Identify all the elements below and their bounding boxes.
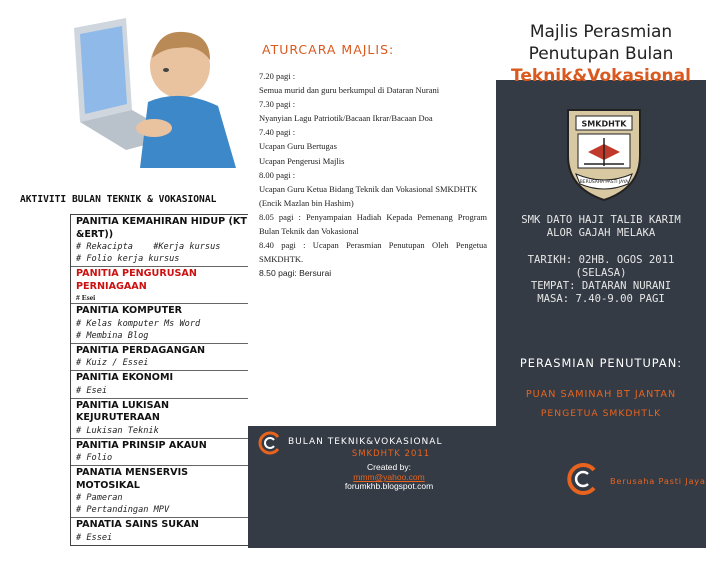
activity-group bbox=[71, 215, 257, 267]
activity-item: # Lukisan Teknik bbox=[76, 425, 159, 436]
opening-label: PERASMIAN PENUTUPAN: bbox=[519, 356, 683, 370]
agenda-line: 7.40 pagi : bbox=[259, 127, 296, 138]
crest-text: SMKDHTK bbox=[581, 119, 627, 129]
activity-heading: PANITIA PERDAGANGAN bbox=[76, 344, 206, 356]
agenda-line: Nyanyian Lagu Patriotik/Bacaan Ikrar/Bacaan Doa bbox=[259, 113, 433, 124]
agenda-title: ATURCARA MAJLIS: bbox=[262, 42, 395, 57]
activity-item: # Pertandingan MPV bbox=[76, 505, 170, 515]
activities-title: AKTIVITI BULAN TEKNIK & VOKASIONAL bbox=[20, 194, 217, 205]
event-venue: TEMPAT: DATARAN NURANI bbox=[530, 280, 672, 292]
activity-item: # Membina Blog bbox=[76, 330, 149, 341]
agenda-line: 8.40 pagi : Ucapan Perasmian Penutupan Oleh Pengetua SMKDHTK. bbox=[259, 240, 487, 265]
activity-heading: PANITIA LUKISAN KEJURUTERAAN bbox=[76, 399, 169, 423]
event-title-highlight: Teknik&Vokasional bbox=[511, 66, 691, 86]
event-title: Majlis Perasmian bbox=[529, 22, 673, 42]
school-location: ALOR GAJAH MELAKA bbox=[546, 227, 656, 239]
agenda-line: Ucapan Pengerusi Majlis bbox=[259, 155, 345, 166]
activity-item: # Pameran bbox=[76, 493, 123, 503]
event-date: TARIKH: 02HB. OGOS 2011 bbox=[527, 254, 675, 266]
activity-item bbox=[76, 241, 252, 253]
child-laptop-photo bbox=[68, 18, 248, 168]
activity-group bbox=[71, 439, 257, 467]
school-crest-logo bbox=[554, 104, 654, 204]
activity-item: # Kuiz / Essei bbox=[76, 358, 149, 368]
agenda-list bbox=[259, 69, 487, 280]
activity-heading: PANATIA SAINS SUKAN bbox=[76, 519, 199, 530]
activities-panel bbox=[20, 18, 248, 548]
activity-group bbox=[71, 371, 257, 399]
footer-blog: forumkhb.blogspot.com bbox=[344, 481, 434, 491]
activity-item: #Kerja kursus bbox=[153, 242, 221, 252]
activity-heading: PANITIA PRINSIP AKAUN bbox=[76, 439, 207, 451]
agenda-line: (Encik Mazlan bin Hashim) bbox=[259, 197, 354, 208]
activity-item: # Folio kerja kursus bbox=[76, 254, 180, 264]
agenda-line: Ucapan Guru Bertugas bbox=[259, 141, 337, 152]
agenda-line: 7.30 pagi : bbox=[259, 99, 296, 110]
activity-heading: PANITIA KOMPUTER bbox=[76, 305, 183, 316]
opener-name: PUAN SAMINAH BT JANTAN bbox=[525, 389, 677, 400]
swirl-logo-icon bbox=[566, 462, 600, 496]
activity-heading: PANATIA MENSERVIS MOTOSIKAL bbox=[76, 467, 189, 491]
agenda-line: Ucapan Guru Ketua Bidang Teknik dan Vokasional SMKDHTK bbox=[259, 183, 478, 194]
agenda-line: 8.00 pagi : bbox=[259, 169, 296, 180]
school-name-line: SMK DATO HAJI TALIB KARIM bbox=[521, 214, 681, 226]
footer-title: BULAN TEKNIK&VOKASIONAL bbox=[288, 437, 443, 447]
opener-role: PENGETUA SMKDHTLK bbox=[540, 408, 662, 419]
event-time: MASA: 7.40-9.00 PAGI bbox=[537, 293, 665, 305]
activity-heading: PANITIA KEMAHIRAN HIDUP (KT &ERT)) bbox=[76, 216, 247, 240]
activity-item: # Essei bbox=[76, 532, 113, 543]
agenda-line: 8.05 pagi : Penyampaian Hadiah Kepada Pemenang Program Bulan Teknik dan Vokasional bbox=[259, 211, 487, 237]
activity-group bbox=[71, 518, 257, 545]
school-name bbox=[496, 214, 706, 240]
event-details bbox=[496, 254, 706, 306]
activity-item: # Esei bbox=[76, 385, 108, 396]
crest-motto: BERUSAHA PASTI JAYA bbox=[579, 180, 629, 185]
event-title: Penutupan Bulan bbox=[528, 44, 674, 64]
activity-item: # Kelas komputer Ms Word bbox=[76, 318, 201, 329]
activity-item: # Rekacipta bbox=[76, 242, 133, 252]
agenda-line: 8.50 pagi: Bersurai bbox=[259, 268, 332, 279]
footer-email-link[interactable]: mmm@yahoo.com bbox=[353, 472, 425, 482]
school-motto: Berusaha Pasti Jaya bbox=[610, 476, 706, 486]
activity-group bbox=[71, 304, 257, 344]
activity-group bbox=[71, 466, 257, 518]
activity-group bbox=[71, 267, 257, 304]
agenda-line: Semua murid dan guru berkumpul di Dataran Nurani bbox=[259, 85, 440, 96]
activities-table bbox=[70, 214, 258, 546]
activity-item: # Esei bbox=[76, 293, 96, 302]
activity-group bbox=[71, 399, 257, 439]
activity-heading: PANITIA PENGURUSAN PERNIAGAAN bbox=[76, 268, 197, 292]
agenda-line: 7.20 pagi : bbox=[259, 71, 296, 81]
activity-item: # Folio bbox=[76, 453, 113, 463]
footer-created-by: Created by: bbox=[367, 462, 411, 472]
activity-heading: PANITIA EKONOMI bbox=[76, 372, 174, 383]
activity-group bbox=[71, 344, 257, 372]
event-day: (SELASA) bbox=[575, 267, 627, 279]
footer-year: SMKDHTK 2011 bbox=[351, 449, 431, 459]
